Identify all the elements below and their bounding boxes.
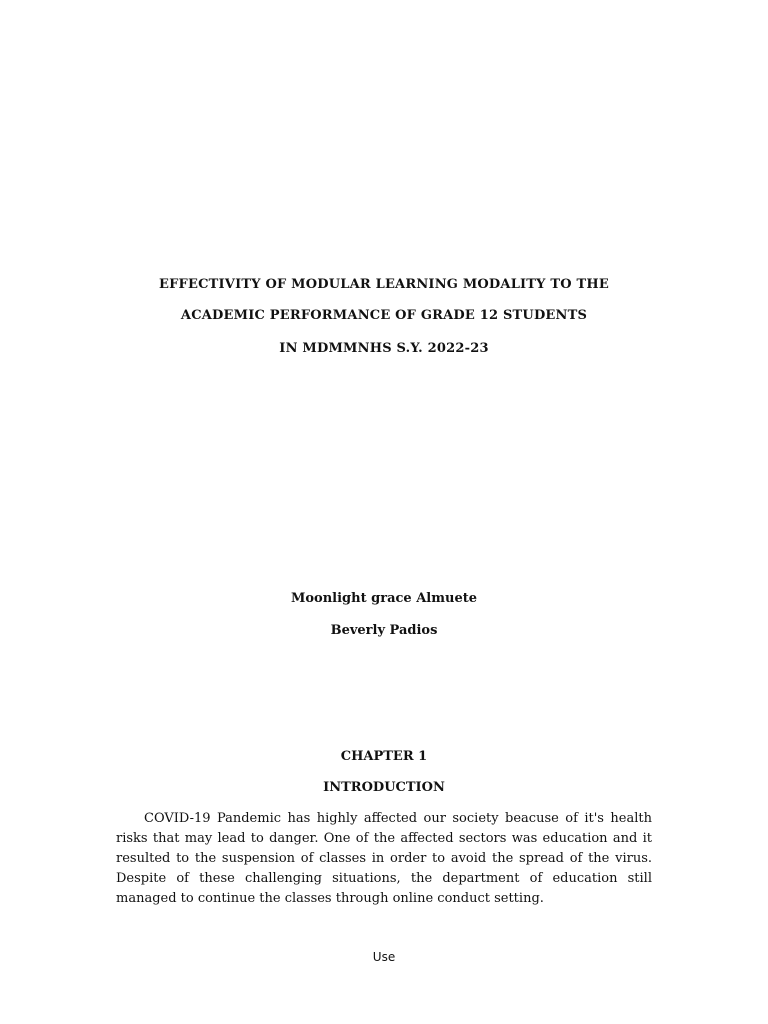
title-line-3: IN MDMMNHS S.Y. 2022-23 bbox=[279, 341, 489, 356]
chapter-heading: CHAPTER 1 bbox=[340, 749, 428, 764]
title-line-2: ACADEMIC PERFORMANCE OF GRADE 12 STUDENTS bbox=[180, 308, 588, 323]
author-name-1: Moonlight grace Almuete bbox=[291, 591, 477, 606]
footer-text: Use bbox=[372, 950, 396, 964]
author-name-2: Beverly Padios bbox=[330, 623, 438, 638]
title-line-1: EFFECTIVITY OF MODULAR LEARNING MODALITY TO THE bbox=[159, 277, 609, 292]
section-heading: INTRODUCTION bbox=[323, 780, 445, 795]
intro-paragraph: COVID-19 Pandemic has highly affected our society beacuse of it's health risks that may lead to danger. One of the affected sectors was education and it resulted to the suspension of classes in order to avoid the spread of the virus. Despite of these challenging situations, the department of education still managed to continue the classes through online conduct setting. bbox=[116, 811, 652, 906]
